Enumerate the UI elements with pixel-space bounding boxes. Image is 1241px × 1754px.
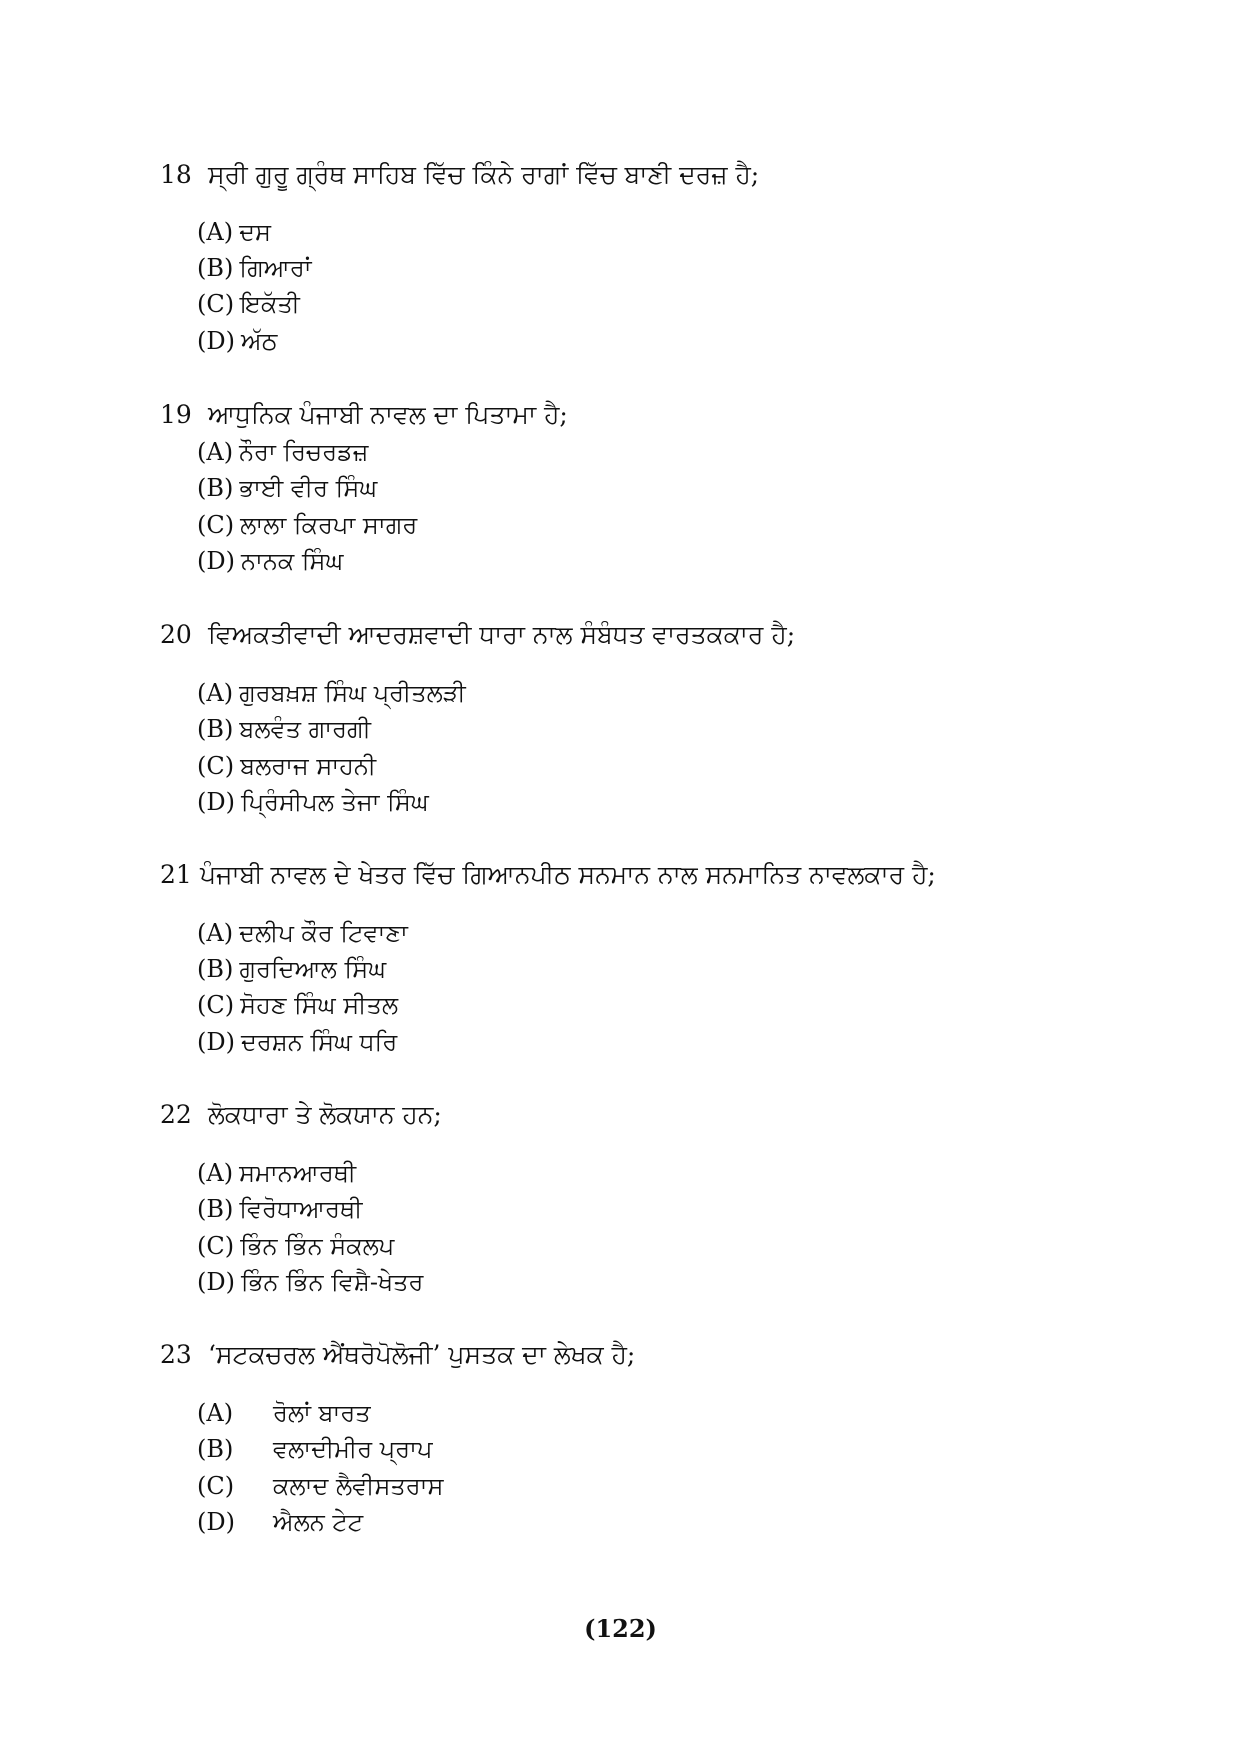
option-text: ਅੱਠ [240, 327, 278, 355]
option-label: (B) [197, 1435, 234, 1463]
question-text: ਲੋਕਧਾਰਾ ਤੇ ਲੋਕਯਾਨ ਹਨ; [208, 1100, 442, 1129]
option-text: ਦਲੀਪ ਕੌਰ ਟਿਵਾਣਾ [239, 919, 408, 947]
question-text: ਪੰਜਾਬੀ ਨਾਵਲ ਦੇ ਖੇਤਰ ਵਿੱਚ ਗਿਆਨਪੀਠ ਸਨਮਾਨ ਨਾਲ ਸਨਮਾਨਿਤ ਨਾਵਲਕਾਰ ਹੈ; [200, 860, 936, 889]
option-label: (B) [197, 474, 234, 502]
question-text: ਆਧੁਨਿਕ ਪੰਜਾਬੀ ਨਾਵਲ ਦਾ ਪਿਤਾਮਾ ਹੈ; [208, 400, 568, 429]
option-label: (B) [197, 254, 234, 282]
option-d [197, 544, 343, 578]
option-text: ਨਾਨਕ ਸਿੰਘ [240, 547, 344, 575]
option-b [197, 952, 386, 986]
option-c [197, 508, 417, 542]
option-text: ਦਰਸ਼ਨ ਸਿੰਘ ਧਰਿ [240, 1028, 398, 1056]
option-c [197, 749, 376, 783]
option-b [197, 251, 312, 285]
option-b [197, 1192, 362, 1226]
question-stem [160, 858, 936, 892]
option-c [197, 1229, 394, 1263]
option-c [197, 1469, 444, 1503]
question-stem [160, 1338, 635, 1372]
question-stem [160, 618, 795, 652]
option-label: (D) [197, 1508, 235, 1536]
option-label: (D) [197, 1028, 235, 1056]
question-number: 22 [160, 1100, 192, 1129]
question-text: ਵਿਅਕਤੀਵਾਦੀ ਆਦਰਸ਼ਵਾਦੀ ਧਾਰਾ ਨਾਲ ਸੰਬੰਧਤ ਵਾਰਤਕਕਾਰ ਹੈ; [208, 620, 796, 649]
option-d [197, 324, 277, 358]
option-label: (C) [197, 1472, 235, 1500]
option-label: (D) [197, 1268, 235, 1296]
option-text: ਵਿਰੋਧਾਆਰਥੀ [239, 1195, 363, 1223]
option-label: (A) [197, 679, 234, 707]
option-text: ਗਿਆਰਾਂ [239, 254, 312, 282]
option-a [197, 1396, 371, 1430]
option-text: ਲਾਲਾ ਕਿਰਪਾ ਸਾਗਰ [240, 511, 418, 539]
option-text: ਐਲਨ ਟੇਟ [273, 1508, 364, 1536]
option-b [197, 1432, 432, 1466]
option-d [197, 785, 429, 819]
question-stem [160, 1098, 442, 1132]
option-label: (A) [197, 919, 234, 947]
option-text: ਭਿੰਨ ਭਿੰਨ ਵਿਸ਼ੈ-ਖੇਤਰ [240, 1268, 424, 1296]
option-text: ਵਲਾਦੀਮੀਰ ਪ੍ਰਾਪ [273, 1435, 433, 1463]
option-d [197, 1265, 423, 1299]
question-number: 23 [160, 1340, 192, 1369]
option-a [197, 215, 271, 249]
option-text: ਰੋਲਾਂ ਬਾਰਤ [273, 1399, 371, 1427]
option-label: (C) [197, 752, 235, 780]
question-number: 20 [160, 620, 192, 649]
option-text: ਸੋਹਣ ਸਿੰਘ ਸੀਤਲ [240, 991, 399, 1019]
option-text: ਪ੍ਰਿੰਸੀਪਲ ਤੇਜਾ ਸਿੰਘ [240, 788, 429, 816]
option-label: (B) [197, 955, 234, 983]
option-c [197, 287, 300, 321]
option-a [197, 435, 368, 469]
option-text: ਭਾਈ ਵੀਰ ਸਿੰਘ [239, 474, 378, 502]
option-text: ਬਲਰਾਜ ਸਾਹਨੀ [240, 752, 377, 780]
option-text: ਬਲਵੰਤ ਗਾਰਗੀ [239, 715, 371, 743]
option-label: (C) [197, 511, 235, 539]
option-label: (B) [197, 1195, 234, 1223]
option-label: (D) [197, 547, 235, 575]
option-text: ਦਸ [239, 218, 271, 246]
option-text: ਭਿੰਨ ਭਿੰਨ ਸੰਕਲਪ [240, 1232, 395, 1260]
question-text: ‘ਸਟਕਚਰਲ ਐਂਥਰੋਪੋਲੋਜੀ’ ਪੁਸਤਕ ਦਾ ਲੇਖਕ ਹੈ; [208, 1340, 636, 1369]
option-label: (D) [197, 327, 235, 355]
option-text: ਇਕੱਤੀ [240, 290, 300, 318]
question-number: 19 [160, 400, 192, 429]
option-c [197, 988, 398, 1022]
option-a [197, 1156, 356, 1190]
option-text: ਸਮਾਨਆਰਥੀ [239, 1159, 357, 1187]
option-text: ਕਲਾਦ ਲੈਵੀਸਤਰਾਸ [273, 1472, 444, 1500]
option-text: ਗੁਰਬਖ਼ਸ਼ ਸਿੰਘ ਪ੍ਰੀਤਲੜੀ [239, 679, 466, 707]
option-label: (C) [197, 1232, 235, 1260]
option-d [197, 1505, 363, 1539]
option-label: (C) [197, 290, 235, 318]
option-label: (A) [197, 1159, 234, 1187]
option-label: (A) [197, 438, 234, 466]
question-stem [160, 398, 568, 432]
option-text: ਨੌਰਾ ਰਿਚਰਡਜ਼ [239, 438, 369, 466]
question-stem [160, 158, 759, 192]
option-label: (A) [197, 1399, 234, 1427]
option-text: ਗੁਰਦਿਆਲ ਸਿੰਘ [239, 955, 387, 983]
question-number: 18 [160, 160, 192, 189]
option-d [197, 1025, 397, 1059]
option-label: (B) [197, 715, 234, 743]
page-number: (122) [584, 1614, 657, 1643]
option-label: (C) [197, 991, 235, 1019]
option-label: (D) [197, 788, 235, 816]
option-a [197, 676, 466, 710]
option-b [197, 471, 377, 505]
option-b [197, 712, 371, 746]
question-text: ਸ੍ਰੀ ਗੁਰੂ ਗ੍ਰੰਥ ਸਾਹਿਬ ਵਿੱਚ ਕਿੰਨੇ ਰਾਗਾਂ ਵਿੱਚ ਬਾਣੀ ਦਰਜ਼ ਹੈ; [208, 160, 760, 189]
option-a [197, 916, 408, 950]
option-label: (A) [197, 218, 234, 246]
question-number: 21 [160, 860, 192, 889]
